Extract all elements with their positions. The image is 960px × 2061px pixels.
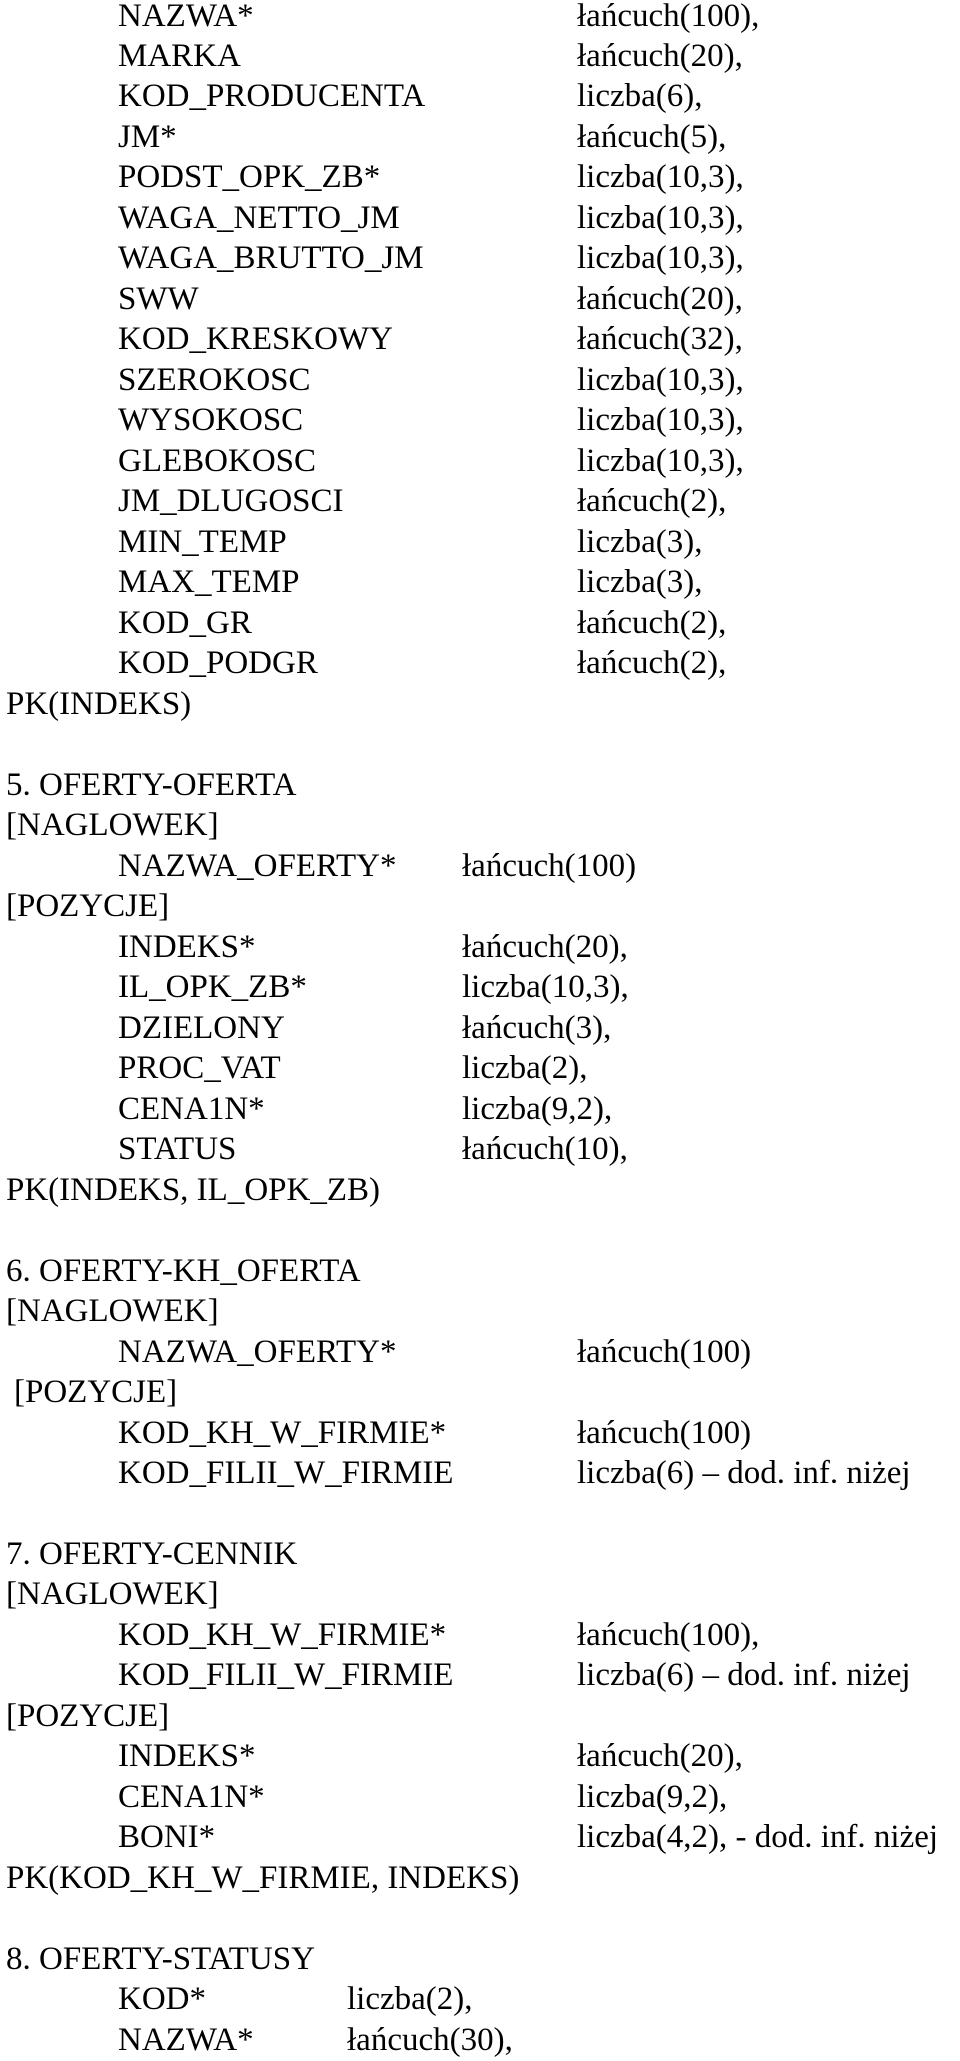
field-name: KOD_KH_W_FIRMIE* — [118, 1415, 447, 1451]
section-title: 6. OFERTY-KH_OFERTA — [6, 1253, 361, 1289]
field-name: DZIELONY — [118, 1010, 285, 1046]
field-name: PODST_OPK_ZB* — [118, 159, 381, 195]
field-type: łańcuch(100) — [462, 848, 637, 884]
field-type: liczba(9,2), — [462, 1091, 613, 1127]
field-name: WAGA_BRUTTO_JM — [118, 240, 424, 276]
field-type: liczba(10,3), — [462, 969, 629, 1005]
field-type: łańcuch(100), — [577, 1617, 760, 1653]
field-name: NAZWA* — [118, 0, 254, 34]
field-name: KOD_PODGR — [118, 645, 318, 681]
section-title: 7. OFERTY-CENNIK — [6, 1536, 298, 1572]
field-name: MIN_TEMP — [118, 524, 287, 560]
field-type: liczba(4,2), - dod. inf. niżej — [577, 1819, 939, 1855]
field-name: SWW — [118, 281, 199, 317]
field-type: liczba(10,3), — [577, 443, 744, 479]
field-type: łańcuch(2), — [577, 483, 727, 519]
pozycje-label: [POZYCJE] — [14, 1374, 178, 1410]
naglowek-label: [NAGLOWEK] — [6, 1576, 219, 1612]
field-type: łańcuch(30), — [347, 2022, 513, 2058]
field-name: WYSOKOSC — [118, 402, 304, 438]
field-name: GLEBOKOSC — [118, 443, 317, 479]
field-name: PROC_VAT — [118, 1050, 281, 1086]
field-name: INDEKS* — [118, 929, 256, 965]
field-type: liczba(10,3), — [577, 362, 744, 398]
field-type: łańcuch(2), — [577, 605, 727, 641]
field-type: liczba(6) – dod. inf. niżej — [577, 1455, 911, 1491]
field-type: łańcuch(20), — [577, 1738, 743, 1774]
field-name: KOD* — [118, 1981, 206, 2017]
field-type: łańcuch(5), — [577, 119, 727, 155]
field-type: łańcuch(100) — [577, 1415, 752, 1451]
primary-key: PK(KOD_KH_W_FIRMIE, INDEKS) — [6, 1860, 520, 1896]
field-type: łańcuch(32), — [577, 321, 743, 357]
field-name: KOD_GR — [118, 605, 252, 641]
field-name: BONI* — [118, 1819, 216, 1855]
field-type: łańcuch(20), — [577, 281, 743, 317]
field-type: łańcuch(2), — [577, 645, 727, 681]
field-type: łańcuch(10), — [462, 1131, 628, 1167]
field-type: łańcuch(20), — [577, 38, 743, 74]
field-type: liczba(10,3), — [577, 159, 744, 195]
field-type: liczba(10,3), — [577, 240, 744, 276]
pozycje-label: [POZYCJE] — [6, 888, 170, 924]
field-name: NAZWA_OFERTY* — [118, 1334, 397, 1370]
field-name: SZEROKOSC — [118, 362, 311, 398]
naglowek-label: [NAGLOWEK] — [6, 807, 219, 843]
field-type: liczba(3), — [577, 524, 703, 560]
field-name: KOD_FILII_W_FIRMIE — [118, 1455, 454, 1491]
field-type: liczba(6) – dod. inf. niżej — [577, 1657, 911, 1693]
field-name: STATUS — [118, 1131, 237, 1167]
field-name: CENA1N* — [118, 1091, 265, 1127]
field-type: liczba(10,3), — [577, 200, 744, 236]
field-name: JM* — [118, 119, 177, 155]
pozycje-label: [POZYCJE] — [6, 1698, 170, 1734]
field-name: INDEKS* — [118, 1738, 256, 1774]
field-type: liczba(2), — [462, 1050, 588, 1086]
primary-key: PK(INDEKS) — [6, 686, 192, 722]
field-type: liczba(6), — [577, 78, 703, 114]
field-name: NAZWA_OFERTY* — [118, 848, 397, 884]
field-name: CENA1N* — [118, 1779, 265, 1815]
naglowek-label: [NAGLOWEK] — [6, 1293, 219, 1329]
field-name: KOD_PRODUCENTA — [118, 78, 426, 114]
section-title: 8. OFERTY-STATUSY — [6, 1941, 315, 1977]
field-name: NAZWA* — [118, 2022, 254, 2058]
field-name: MARKA — [118, 38, 241, 74]
field-type: łańcuch(20), — [462, 929, 628, 965]
field-name: KOD_KRESKOWY — [118, 321, 393, 357]
field-name: WAGA_NETTO_JM — [118, 200, 400, 236]
field-name: MAX_TEMP — [118, 564, 300, 600]
primary-key: PK(INDEKS, IL_OPK_ZB) — [6, 1172, 380, 1208]
field-type: liczba(3), — [577, 564, 703, 600]
field-type: liczba(9,2), — [577, 1779, 728, 1815]
field-type: łańcuch(100) — [577, 1334, 752, 1370]
field-type: liczba(2), — [347, 1981, 473, 2017]
field-type: łańcuch(100), — [577, 0, 760, 34]
field-name: IL_OPK_ZB* — [118, 969, 307, 1005]
field-name: KOD_KH_W_FIRMIE* — [118, 1617, 447, 1653]
field-name: JM_DLUGOSCI — [118, 483, 344, 519]
field-name: KOD_FILII_W_FIRMIE — [118, 1657, 454, 1693]
field-type: łańcuch(3), — [462, 1010, 612, 1046]
field-type: liczba(10,3), — [577, 402, 744, 438]
section-title: 5. OFERTY-OFERTA — [6, 767, 297, 803]
